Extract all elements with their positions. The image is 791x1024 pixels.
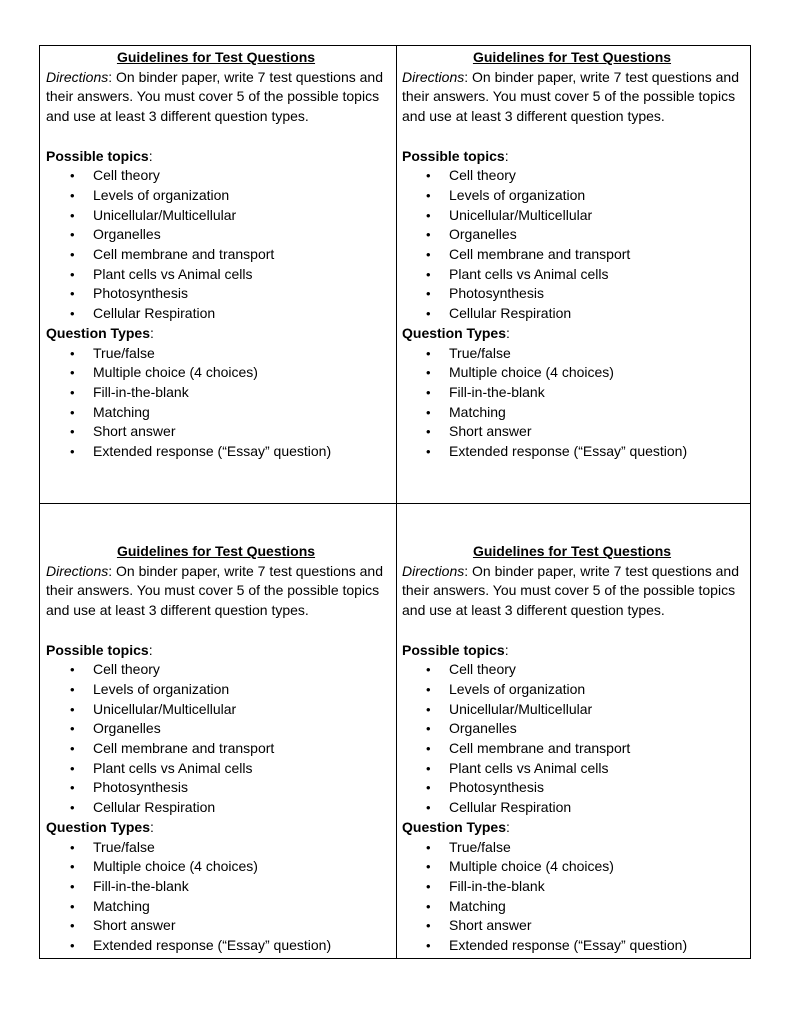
question-type-text: Short answer	[93, 917, 176, 934]
list-item	[402, 186, 742, 206]
topics-list	[402, 166, 742, 324]
bullet-icon: •	[70, 681, 75, 697]
bullet-icon: •	[70, 878, 75, 894]
question-types-heading	[46, 818, 386, 838]
topic-text: Levels of organization	[449, 186, 586, 203]
bullet-icon: •	[70, 168, 75, 184]
directions-text: On binder paper, write 7 test questions and their answers. You must cover 5 of the possible topics and use at least 3 different question types.	[46, 562, 383, 619]
list-item	[402, 383, 742, 403]
question-types-list	[402, 344, 742, 462]
question-type-text: Matching	[93, 403, 150, 420]
card-top-left	[46, 48, 386, 462]
bullet-icon: •	[70, 306, 75, 322]
bullet-icon: •	[70, 384, 75, 400]
topic-text: Organelles	[93, 226, 161, 243]
list-item	[46, 739, 386, 759]
bullet-icon: •	[426, 938, 431, 954]
bullet-icon: •	[70, 938, 75, 954]
topic-text: Levels of organization	[449, 680, 586, 697]
topic-text: Unicellular/Multicellular	[449, 700, 593, 717]
bullet-icon: •	[426, 444, 431, 460]
bullet-icon: •	[70, 365, 75, 381]
card-bottom-right	[402, 542, 742, 956]
bullet-icon: •	[426, 800, 431, 816]
question-type-text: Short answer	[449, 917, 532, 934]
bullet-icon: •	[426, 404, 431, 420]
topic-text: Levels of organization	[93, 186, 230, 203]
list-item	[46, 857, 386, 877]
bullet-icon: •	[70, 701, 75, 717]
bullet-icon: •	[426, 266, 431, 282]
topic-text: Organelles	[449, 720, 517, 737]
card-title: Guidelines for Test Questions	[116, 49, 316, 65]
list-item	[402, 304, 742, 324]
bullet-icon: •	[70, 266, 75, 282]
topic-text: Plant cells vs Animal cells	[449, 265, 609, 282]
list-item	[46, 403, 386, 423]
bullet-icon: •	[70, 918, 75, 934]
bullet-icon: •	[70, 839, 75, 855]
vertical-divider	[396, 46, 397, 958]
bullet-icon: •	[426, 859, 431, 875]
topic-text: Cellular Respiration	[93, 305, 216, 322]
list-item	[402, 403, 742, 423]
directions-text: On binder paper, write 7 test questions and their answers. You must cover 5 of the possible topics and use at least 3 different question types.	[402, 68, 739, 125]
topic-text: Cell membrane and transport	[93, 740, 275, 757]
directions-paragraph	[402, 68, 742, 127]
question-types-list	[46, 344, 386, 462]
bullet-icon: •	[426, 760, 431, 776]
list-item	[402, 916, 742, 936]
list-item	[46, 719, 386, 739]
question-types-heading	[402, 818, 742, 838]
list-item	[46, 265, 386, 285]
directions-label: Directions	[46, 68, 109, 85]
topic-text: Photosynthesis	[449, 285, 544, 302]
question-types-heading	[46, 324, 386, 344]
topic-text: Plant cells vs Animal cells	[449, 759, 609, 776]
topic-text: Unicellular/Multicellular	[93, 206, 237, 223]
topic-text: Photosynthesis	[93, 779, 188, 796]
bullet-icon: •	[70, 345, 75, 361]
list-item	[402, 344, 742, 364]
question-type-text: Fill-in-the-blank	[449, 877, 545, 894]
directions-colon: :	[464, 68, 469, 85]
bullet-icon: •	[70, 741, 75, 757]
question-type-text: Multiple choice (4 choices)	[449, 858, 614, 875]
directions-paragraph	[402, 562, 742, 621]
list-item	[46, 778, 386, 798]
card-top-right	[402, 48, 742, 462]
bullet-icon: •	[426, 227, 431, 243]
card-bottom-left	[46, 542, 386, 956]
question-type-text: Extended response (“Essay” question)	[449, 937, 688, 954]
topic-text: Cell theory	[449, 661, 516, 678]
bullet-icon: •	[426, 384, 431, 400]
spacer	[402, 621, 742, 641]
question-type-text: Short answer	[449, 423, 532, 440]
topics-colon: :	[504, 147, 509, 164]
question-types-heading	[402, 324, 742, 344]
directions-colon: :	[108, 68, 113, 85]
bullet-icon: •	[70, 207, 75, 223]
list-item	[402, 442, 742, 462]
question-type-text: Multiple choice (4 choices)	[93, 858, 258, 875]
topics-colon: :	[504, 641, 509, 658]
topics-heading	[46, 147, 386, 167]
list-item	[402, 166, 742, 186]
topic-text: Cellular Respiration	[449, 799, 572, 816]
list-item	[46, 838, 386, 858]
directions-colon: :	[108, 562, 113, 579]
card-title: Guidelines for Test Questions	[116, 543, 316, 559]
bullet-icon: •	[70, 859, 75, 875]
bullet-icon: •	[70, 444, 75, 460]
bullet-icon: •	[426, 918, 431, 934]
directions-text: On binder paper, write 7 test questions and their answers. You must cover 5 of the possible topics and use at least 3 different question types.	[402, 562, 739, 619]
bullet-icon: •	[426, 780, 431, 796]
topics-heading	[402, 147, 742, 167]
topics-colon: :	[148, 147, 153, 164]
list-item	[46, 206, 386, 226]
question-type-text: Short answer	[93, 423, 176, 440]
topics-label: Possible topics	[46, 147, 149, 164]
list-item	[402, 363, 742, 383]
list-item	[46, 877, 386, 897]
list-item	[46, 383, 386, 403]
list-item	[402, 265, 742, 285]
question-types-label: Question Types	[402, 324, 506, 341]
list-item	[46, 422, 386, 442]
list-item	[402, 719, 742, 739]
question-types-colon: :	[149, 324, 154, 341]
bullet-icon: •	[426, 424, 431, 440]
question-type-text: Fill-in-the-blank	[93, 877, 189, 894]
list-item	[46, 916, 386, 936]
list-item	[46, 897, 386, 917]
spacer	[46, 127, 386, 147]
list-item	[46, 245, 386, 265]
topics-heading	[402, 641, 742, 661]
list-item	[402, 838, 742, 858]
bullet-icon: •	[426, 701, 431, 717]
topic-text: Cell theory	[93, 661, 160, 678]
topics-list	[46, 166, 386, 324]
list-item	[46, 680, 386, 700]
bullet-icon: •	[70, 760, 75, 776]
question-type-text: Matching	[449, 403, 506, 420]
bullet-icon: •	[70, 800, 75, 816]
list-item	[402, 422, 742, 442]
topic-text: Cell membrane and transport	[93, 246, 275, 263]
bullet-icon: •	[426, 681, 431, 697]
list-item	[46, 363, 386, 383]
list-item	[46, 700, 386, 720]
spacer	[402, 127, 742, 147]
directions-text: On binder paper, write 7 test questions and their answers. You must cover 5 of the possible topics and use at least 3 different question types.	[46, 68, 383, 125]
topic-text: Photosynthesis	[449, 779, 544, 796]
card-title: Guidelines for Test Questions	[472, 49, 672, 65]
bullet-icon: •	[70, 286, 75, 302]
bullet-icon: •	[70, 662, 75, 678]
spacer	[46, 621, 386, 641]
directions-paragraph	[46, 68, 386, 127]
question-type-text: Fill-in-the-blank	[449, 383, 545, 400]
list-item	[402, 877, 742, 897]
question-types-colon: :	[505, 324, 510, 341]
bullet-icon: •	[426, 878, 431, 894]
question-type-text: Extended response (“Essay” question)	[93, 443, 332, 460]
question-type-text: Matching	[449, 897, 506, 914]
card-title: Guidelines for Test Questions	[472, 543, 672, 559]
list-item	[46, 442, 386, 462]
topic-text: Cellular Respiration	[93, 799, 216, 816]
list-item	[46, 936, 386, 956]
topics-label: Possible topics	[402, 641, 505, 658]
question-type-text: Fill-in-the-blank	[93, 383, 189, 400]
directions-label: Directions	[46, 562, 109, 579]
topic-text: Cell theory	[93, 167, 160, 184]
question-type-text: Extended response (“Essay” question)	[449, 443, 688, 460]
bullet-icon: •	[426, 187, 431, 203]
directions-colon: :	[464, 562, 469, 579]
bullet-icon: •	[426, 168, 431, 184]
list-item	[46, 304, 386, 324]
topic-text: Cell theory	[449, 167, 516, 184]
list-item	[46, 798, 386, 818]
list-item	[402, 206, 742, 226]
topic-text: Cell membrane and transport	[449, 246, 631, 263]
list-item	[46, 284, 386, 304]
topic-text: Organelles	[93, 720, 161, 737]
bullet-icon: •	[426, 741, 431, 757]
list-item	[46, 225, 386, 245]
list-item	[402, 897, 742, 917]
question-type-text: True/false	[449, 344, 511, 361]
topic-text: Photosynthesis	[93, 285, 188, 302]
topics-label: Possible topics	[402, 147, 505, 164]
bullet-icon: •	[426, 345, 431, 361]
topic-text: Plant cells vs Animal cells	[93, 265, 253, 282]
question-types-colon: :	[149, 818, 154, 835]
topic-text: Cellular Respiration	[449, 305, 572, 322]
directions-paragraph	[46, 562, 386, 621]
bullet-icon: •	[426, 207, 431, 223]
topic-text: Levels of organization	[93, 680, 230, 697]
topics-label: Possible topics	[46, 641, 149, 658]
list-item	[402, 245, 742, 265]
list-item	[402, 778, 742, 798]
bullet-icon: •	[426, 365, 431, 381]
question-type-text: True/false	[93, 838, 155, 855]
topics-list	[402, 660, 742, 818]
bullet-icon: •	[70, 247, 75, 263]
bullet-icon: •	[70, 780, 75, 796]
question-types-colon: :	[505, 818, 510, 835]
question-type-text: Multiple choice (4 choices)	[93, 364, 258, 381]
horizontal-divider	[40, 503, 750, 504]
list-item	[402, 857, 742, 877]
topic-text: Unicellular/Multicellular	[93, 700, 237, 717]
topic-text: Plant cells vs Animal cells	[93, 759, 253, 776]
directions-label: Directions	[402, 562, 465, 579]
list-item	[46, 344, 386, 364]
bullet-icon: •	[426, 898, 431, 914]
bullet-icon: •	[70, 404, 75, 420]
list-item	[402, 225, 742, 245]
bullet-icon: •	[70, 898, 75, 914]
bullet-icon: •	[426, 662, 431, 678]
bullet-icon: •	[70, 227, 75, 243]
topics-colon: :	[148, 641, 153, 658]
question-type-text: True/false	[449, 838, 511, 855]
list-item	[402, 660, 742, 680]
list-item	[402, 700, 742, 720]
list-item	[46, 759, 386, 779]
question-type-text: Multiple choice (4 choices)	[449, 364, 614, 381]
bullet-icon: •	[426, 247, 431, 263]
bullet-icon: •	[426, 721, 431, 737]
bullet-icon: •	[70, 721, 75, 737]
list-item	[402, 739, 742, 759]
question-type-text: True/false	[93, 344, 155, 361]
topic-text: Organelles	[449, 226, 517, 243]
list-item	[46, 660, 386, 680]
topic-text: Cell membrane and transport	[449, 740, 631, 757]
bullet-icon: •	[426, 286, 431, 302]
question-types-label: Question Types	[46, 324, 150, 341]
question-type-text: Matching	[93, 897, 150, 914]
list-item	[402, 680, 742, 700]
bullet-icon: •	[426, 839, 431, 855]
topics-list	[46, 660, 386, 818]
bullet-icon: •	[70, 424, 75, 440]
bullet-icon: •	[70, 187, 75, 203]
list-item	[46, 166, 386, 186]
list-item	[402, 936, 742, 956]
list-item	[402, 284, 742, 304]
list-item	[46, 186, 386, 206]
topic-text: Unicellular/Multicellular	[449, 206, 593, 223]
directions-label: Directions	[402, 68, 465, 85]
question-type-text: Extended response (“Essay” question)	[93, 937, 332, 954]
question-types-label: Question Types	[402, 818, 506, 835]
question-types-list	[402, 838, 742, 956]
topics-heading	[46, 641, 386, 661]
question-types-list	[46, 838, 386, 956]
list-item	[402, 759, 742, 779]
list-item	[402, 798, 742, 818]
bullet-icon: •	[426, 306, 431, 322]
question-types-label: Question Types	[46, 818, 150, 835]
